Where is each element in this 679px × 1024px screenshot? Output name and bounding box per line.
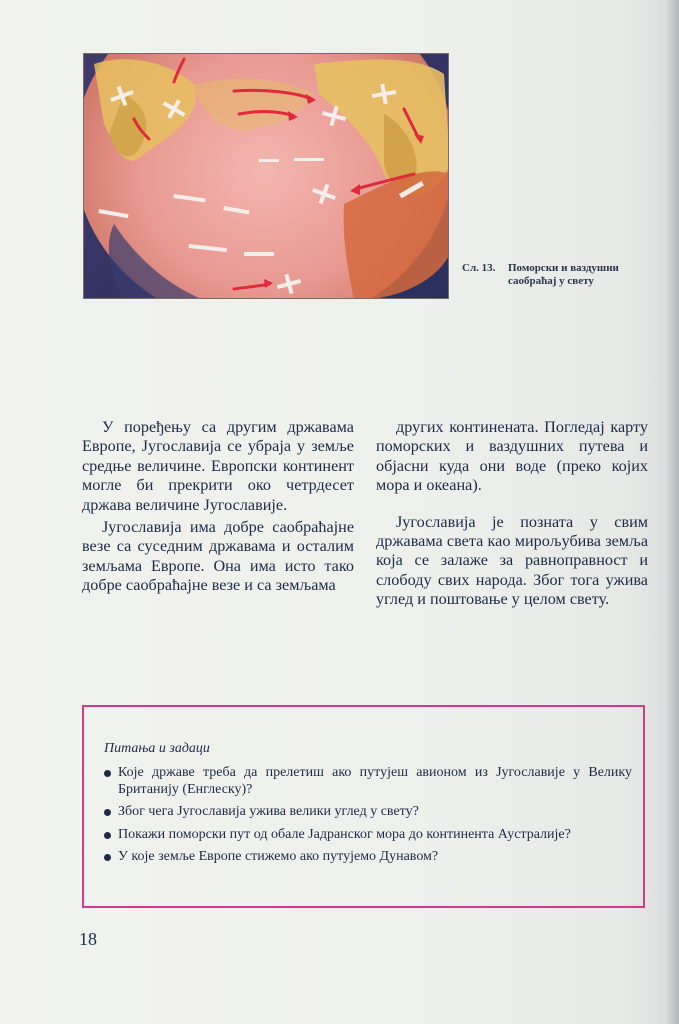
question-item bbox=[104, 849, 632, 866]
questions-list bbox=[104, 765, 632, 872]
question-text: Које државе треба да прелетиш ако путујеш авионом из Југославије у Велику Британију (Енглеску)? bbox=[118, 765, 632, 797]
question-item bbox=[104, 765, 632, 798]
paragraph: Југославија је позната у свим државама света као мирољубива земља која се залаже за равноправност и слободу свих народа. Због тога ужива углед и поштовање у целом свету. bbox=[376, 512, 648, 609]
paragraph: У поређењу са другим државама Европе, Југославија се убраја у земље средње величине. Европски континент могле би прекрити око четрдесет држава величине Југославије. bbox=[82, 418, 354, 514]
globe-photo bbox=[83, 53, 449, 299]
bullet-icon bbox=[104, 832, 111, 839]
figure-caption-text: Поморски и ваздушни саобраћај у свету bbox=[508, 262, 619, 287]
figure-label: Сл. 13. bbox=[462, 262, 496, 274]
left-text-column bbox=[82, 418, 354, 599]
bullet-icon bbox=[104, 854, 111, 861]
page-number: 18 bbox=[79, 929, 97, 949]
bullet-icon bbox=[104, 770, 111, 777]
bullet-icon bbox=[104, 809, 111, 816]
figure-caption bbox=[462, 262, 622, 288]
questions-box bbox=[82, 705, 645, 908]
globe-illustration bbox=[84, 54, 449, 299]
ship-route-mark bbox=[244, 252, 274, 256]
question-item bbox=[104, 804, 632, 821]
page-edge-shadow bbox=[665, 0, 679, 1024]
questions-title: Питања и задаци bbox=[104, 741, 210, 756]
ship-route-mark bbox=[259, 159, 279, 162]
paragraph: других континената. Погледај карту поморских и ваздушних путева и објасни куда они воде (преко којих мора и океана). bbox=[376, 418, 648, 495]
question-item bbox=[104, 827, 632, 844]
question-text: Због чега Југославија ужива велики углед у свету? bbox=[118, 804, 419, 819]
ship-route-mark bbox=[294, 158, 324, 161]
question-text: Покажи поморски пут од обале Јадранског мора до континента Аустралије? bbox=[118, 826, 571, 842]
paragraph: Југославија има добре саобраћајне везе са суседним државама и осталим земљама Европе. Она има исто тако добре саобраћајне везе и са земљама bbox=[82, 518, 354, 595]
right-text-column bbox=[376, 418, 648, 613]
question-text: У које земље Европе стижемо ако путујемо Дунавом? bbox=[118, 849, 439, 864]
